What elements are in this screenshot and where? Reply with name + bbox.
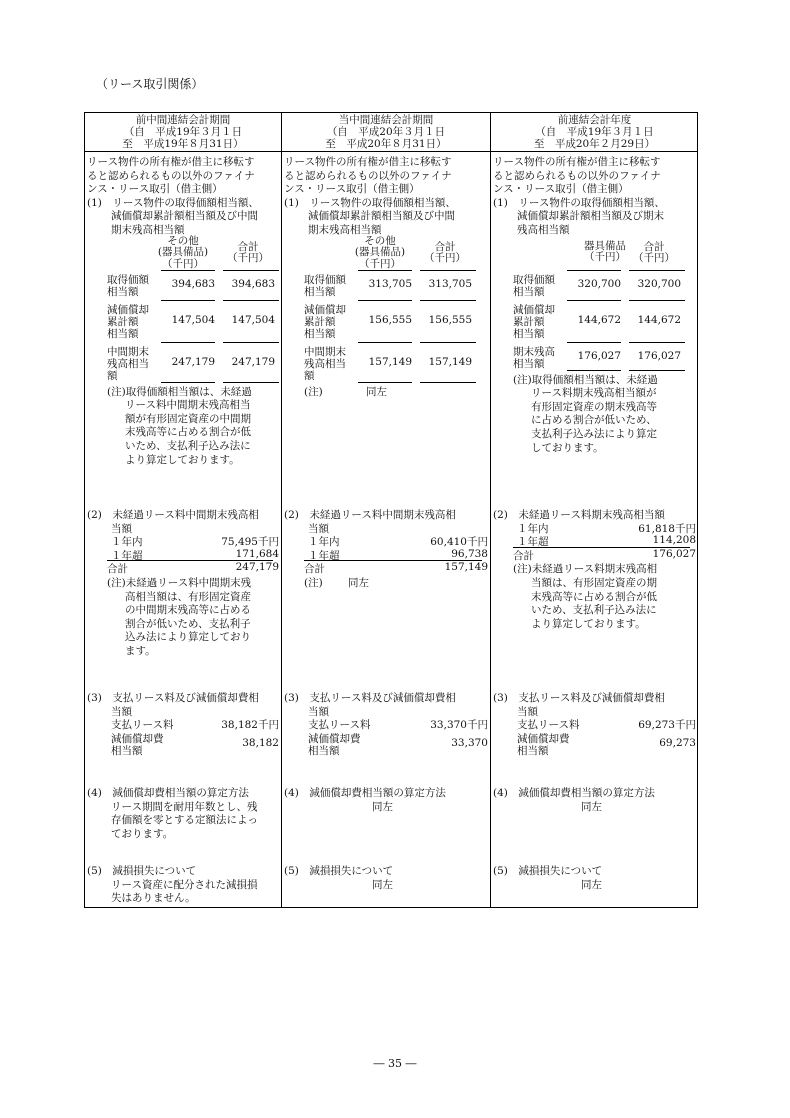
section-title: 減価償却累計額相当額及び期末 [517, 210, 664, 223]
section-title: (1) リース物件の取得価額相当額、 [87, 196, 259, 209]
section-title: (2) 未経過リース料中間期末残高相 [87, 509, 259, 521]
amount-value: 38,182 [242, 737, 279, 750]
body-text: 同左 [372, 878, 393, 891]
amount-value: 114,208 [652, 534, 696, 547]
note-label: (注) [304, 577, 323, 589]
table-rule [161, 300, 215, 301]
row-value: 144,672 [577, 313, 621, 326]
section-title: (5) 減損損失について [493, 865, 603, 877]
note-text: いため、支払利子込み法に [125, 440, 251, 452]
table-heading: 合計 [643, 240, 665, 253]
amount-label: １年内 [308, 536, 340, 549]
note-text: 有形固定資産の期末残高等 [531, 400, 657, 413]
section-title: 当額 [308, 522, 329, 535]
lease-table [84, 112, 698, 908]
column-divider [281, 113, 282, 907]
note-text: に占める割合が低いため、 [531, 414, 657, 427]
body-text: リース資産に配分された減損損 [111, 878, 258, 891]
table-rule [420, 300, 476, 301]
intro-text: ると認められるもの以外のファイナ [493, 169, 661, 182]
table-heading: （千円） [633, 252, 675, 265]
table-rule [629, 342, 685, 343]
section-title: (4) 減価償却費相当額の算定方法 [493, 787, 655, 799]
row-label: 中間期末 [304, 345, 346, 358]
column-header-line: （自 平成20年３月１日 [326, 126, 446, 138]
amount-value: 61,818千円 [638, 522, 696, 535]
row-label: 減価償却 [513, 303, 555, 316]
table-rule [358, 300, 412, 301]
body-text: 同左 [581, 878, 602, 891]
table-heading: その他 [167, 234, 199, 247]
row-label: 相当額 [513, 327, 545, 340]
table-rule [223, 270, 279, 271]
intro-text: ンス・リース取引（借主側） [87, 183, 223, 196]
table-heading: （千円） [162, 257, 204, 270]
section-title: 減価償却累計額相当額及び中間 [111, 210, 258, 223]
row-label: 残高相当 [304, 357, 346, 370]
amount-label: 合計 [107, 563, 128, 576]
row-label: 取得価額 [304, 273, 346, 286]
note-text: より算定しております。 [125, 453, 240, 466]
amount-value: 96,738 [451, 547, 488, 560]
section-title: (2) 未経過リース料中間期末残高相 [284, 509, 456, 521]
amount-value: 75,495千円 [221, 536, 279, 549]
row-value: 156,555 [368, 313, 412, 326]
row-label: 残高相当 [107, 357, 149, 370]
section-title: 期末残高相当額 [308, 224, 382, 236]
table-heading: (器具備品) [157, 246, 209, 259]
row-value: 157,149 [428, 355, 472, 368]
table-rule [629, 300, 685, 301]
row-label: 減価償却 [107, 303, 149, 316]
table-heading: 器具備品 [584, 239, 626, 252]
section-title: (2) 未経過リース料期末残高相当額 [493, 509, 665, 521]
row-value: 320,700 [577, 277, 621, 290]
note-text: (注)未経過リース料期末残高相 [513, 563, 658, 576]
note-text: 末残高等に占める割合が低 [125, 426, 251, 439]
row-label: 取得価額 [513, 273, 555, 286]
table-rule [223, 300, 279, 301]
table-rule [567, 270, 621, 271]
amount-label: 減価償却費 [111, 733, 164, 746]
body-text: 失はありません。 [111, 892, 196, 905]
body-text: リース期間を耐用年数とし、残 [111, 800, 258, 813]
row-value: 176,027 [637, 349, 681, 362]
section-title: 当額 [111, 705, 132, 718]
row-label: 累計額 [304, 315, 336, 328]
row-value: 247,179 [231, 355, 275, 368]
row-value: 320,700 [637, 277, 681, 290]
section-title: (4) 減価償却費相当額の算定方法 [87, 787, 249, 799]
row-value: 394,683 [171, 277, 215, 290]
amount-label: 合計 [304, 563, 325, 576]
intro-text: リース物件の所有権が借主に移転す [284, 156, 452, 168]
row-value: 176,027 [577, 349, 621, 362]
note-text: リース料中間期末残高相当 [125, 399, 251, 412]
note-text: 支払利子込み法により算定 [531, 428, 657, 440]
note-text: しております。 [531, 441, 604, 454]
table-heading: （千円） [424, 252, 466, 265]
section-title: (3) 支払リース料及び減価償却費相 [493, 692, 665, 704]
note-text: リース料期末残高相当額が [531, 387, 657, 400]
section-title: (4) 減価償却費相当額の算定方法 [284, 787, 446, 799]
note-text: 当額は、有形固定資産の期 [531, 577, 657, 589]
row-label: 相当額 [304, 285, 336, 298]
amount-label: 相当額 [517, 745, 549, 758]
amount-value: 171,684 [235, 547, 279, 560]
section-title: 当額 [308, 705, 329, 718]
row-value: 313,705 [428, 277, 472, 290]
table-rule [161, 342, 215, 343]
section-title: 残高相当額 [517, 224, 570, 236]
section-title: 当額 [111, 522, 132, 535]
body-text: 同左 [372, 800, 393, 813]
row-label: 累計額 [513, 315, 545, 328]
row-label: 額 [304, 369, 315, 382]
table-rule [223, 342, 279, 343]
section-heading: （リース取引関係） [96, 77, 204, 91]
section-title: (3) 支払リース料及び減価償却費相 [87, 692, 259, 704]
intro-text: ンス・リース取引（借主側） [284, 183, 420, 196]
amount-label: 減価償却費 [308, 733, 361, 746]
note-label: (注) [304, 385, 323, 398]
amount-label: 支払リース料 [517, 719, 580, 732]
intro-text: リース物件の所有権が借主に移転す [87, 156, 255, 168]
body-text: ております。 [111, 827, 174, 840]
row-value: 247,179 [171, 355, 215, 368]
note-text: ます。 [125, 645, 156, 657]
table-rule [629, 270, 685, 271]
note-text: 高相当額は、有形固定資産 [125, 590, 251, 603]
section-title: (1) リース物件の取得価額相当額、 [284, 196, 456, 209]
row-label: 相当額 [513, 285, 545, 298]
row-label: 累計額 [107, 315, 139, 328]
table-heading: （千円） [359, 257, 401, 270]
table-rule [358, 270, 412, 271]
page-number: ― 35 ― [373, 1057, 417, 1070]
row-label: 期末残高 [513, 345, 555, 358]
note-text: いため、支払利子込み法に [531, 604, 657, 617]
note-text: の中間期末残高等に占める [125, 604, 251, 617]
note-text: 同左 [366, 385, 387, 398]
table-heading: （千円） [227, 252, 269, 265]
amount-label: 合計 [513, 549, 534, 562]
row-value: 156,555 [428, 313, 472, 326]
note-text: (注)取得価額相当額は、未経過 [513, 373, 658, 386]
amount-value: 247,179 [235, 561, 279, 574]
amount-label: １年超 [111, 549, 143, 562]
body-text: 同左 [581, 800, 602, 813]
table-rule [567, 300, 621, 301]
table-rule [161, 382, 215, 383]
table-rule [358, 342, 412, 343]
row-label: 中間期末 [107, 345, 149, 358]
row-value: 394,683 [231, 277, 275, 290]
amount-label: １年内 [517, 522, 549, 535]
row-value: 144,672 [637, 313, 681, 326]
note-text: 同左 [348, 577, 369, 589]
row-label: 相当額 [107, 285, 139, 298]
amount-label: 支払リース料 [308, 719, 371, 732]
table-heading: その他 [364, 234, 396, 247]
table-rule [161, 270, 215, 271]
intro-text: ると認められるもの以外のファイナ [284, 169, 452, 182]
section-title: 期末残高相当額 [111, 224, 185, 236]
amount-value: 60,410千円 [430, 536, 488, 549]
column-header-line: 至 平成19年８月31日） [122, 138, 244, 150]
table-rule [358, 382, 412, 383]
column-header-line: （自 平成19年３月１日 [123, 126, 243, 138]
table-rule [420, 270, 476, 271]
column-divider [490, 113, 491, 907]
row-label: 減価償却 [304, 303, 346, 316]
column-header-line: 至 平成20年２月29日） [533, 138, 656, 150]
amount-label: １年内 [111, 536, 143, 549]
table-heading: （千円） [584, 251, 626, 264]
row-value: 147,504 [231, 313, 275, 326]
table-heading: 合計 [434, 240, 456, 253]
note-text: 額が有形固定資産の中間期 [125, 412, 251, 425]
note-text: より算定しております。 [531, 617, 646, 630]
amount-label: 相当額 [111, 745, 143, 758]
row-label: 額 [107, 369, 118, 382]
table-heading: (器具備品) [354, 246, 406, 259]
section-title: (3) 支払リース料及び減価償却費相 [284, 692, 456, 704]
table-rule [223, 382, 279, 383]
note-text: (注)未経過リース料中間期末残 [107, 577, 252, 589]
amount-value: 69,273 [659, 737, 696, 750]
intro-text: ンス・リース取引（借主側） [493, 183, 629, 196]
table-rule [567, 370, 621, 371]
column-header-line: 当中間連結会計期間 [338, 114, 434, 126]
body-text: 存価額を零とする定額法によっ [111, 814, 258, 827]
amount-value: 33,370 [451, 737, 488, 750]
section-title: (5) 減損損失について [284, 865, 394, 877]
section-title: (1) リース物件の取得価額相当額、 [493, 196, 665, 209]
intro-text: リース物件の所有権が借主に移転す [493, 156, 661, 168]
row-value: 147,504 [171, 313, 215, 326]
note-text: 割合が低いため、支払利子 [125, 617, 251, 630]
intro-text: ると認められるもの以外のファイナ [87, 169, 255, 182]
column-header-line: （自 平成19年３月１日 [535, 126, 654, 138]
amount-value: 157,149 [444, 561, 488, 574]
row-value: 157,149 [368, 355, 412, 368]
column-header-line: 前中間連結会計期間 [135, 114, 231, 126]
amount-label: １年超 [308, 549, 340, 562]
section-title: (5) 減損損失について [87, 865, 197, 877]
column-header-line: 至 平成20年８月31日） [325, 138, 447, 150]
note-text: 込み法により算定しており [125, 631, 251, 644]
amount-value: 33,370千円 [430, 719, 488, 732]
amount-value: 69,273千円 [638, 719, 696, 732]
row-label: 取得価額 [107, 273, 149, 286]
amount-label: 減価償却費 [517, 733, 570, 746]
section-title: 減価償却累計額相当額及び中間 [308, 210, 455, 223]
amount-value: 38,182千円 [221, 719, 279, 732]
table-rule [420, 342, 476, 343]
amount-label: 支払リース料 [111, 719, 174, 732]
table-heading: 合計 [237, 240, 259, 253]
note-text: 末残高等に占める割合が低 [531, 590, 657, 603]
note-text: (注)取得価額相当額は、未経過 [107, 385, 252, 398]
amount-value: 176,027 [652, 547, 696, 560]
table-rule [629, 370, 685, 371]
amount-label: 相当額 [308, 745, 340, 758]
table-rule [420, 382, 476, 383]
row-value: 313,705 [368, 277, 412, 290]
column-header-line: 前連結会計年度 [557, 114, 632, 126]
row-label: 相当額 [513, 357, 545, 370]
row-label: 相当額 [304, 327, 336, 340]
table-rule [567, 342, 621, 343]
row-label: 相当額 [107, 327, 139, 340]
section-title: 当額 [517, 705, 538, 718]
amount-label: １年超 [517, 536, 549, 549]
